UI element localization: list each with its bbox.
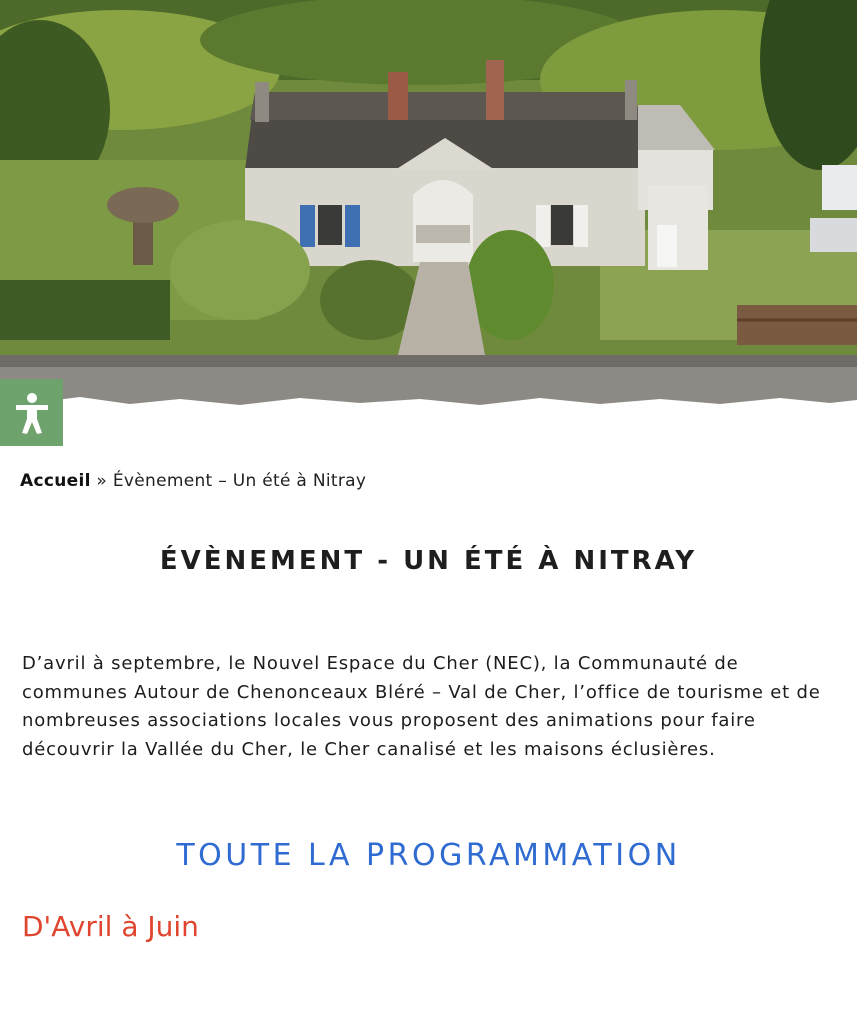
page-title: ÉVÈNEMENT - UN ÉTÉ À NITRAY [159, 546, 698, 576]
breadcrumb-separator: » [96, 471, 108, 491]
breadcrumb-home-link[interactable]: Accueil [20, 471, 91, 491]
intro-paragraph: D’avril à septembre, le Nouvel Espace du Cher (NEC), la Communauté de communes Autour de Chenonceaux Bléré – Val de Cher, l’office de tourisme et de nombreuses associations locales vous proposent des animations pour faire découvrir la Vallée du Cher, le Cher canalisé et les maisons éclusières. [22, 653, 821, 760]
breadcrumb [20, 471, 366, 491]
accessibility-person-icon [13, 391, 51, 435]
full-program-link[interactable]: TOUTE LA PROGRAMMATION [176, 838, 681, 873]
breadcrumb-current: Évènement – Un été à Nitray [112, 471, 367, 491]
section-heading-april-june: D'Avril à Juin [22, 910, 199, 943]
accessibility-button[interactable] [0, 379, 63, 446]
lock-house-photo-icon [0, 0, 857, 410]
hero-image [0, 0, 857, 410]
